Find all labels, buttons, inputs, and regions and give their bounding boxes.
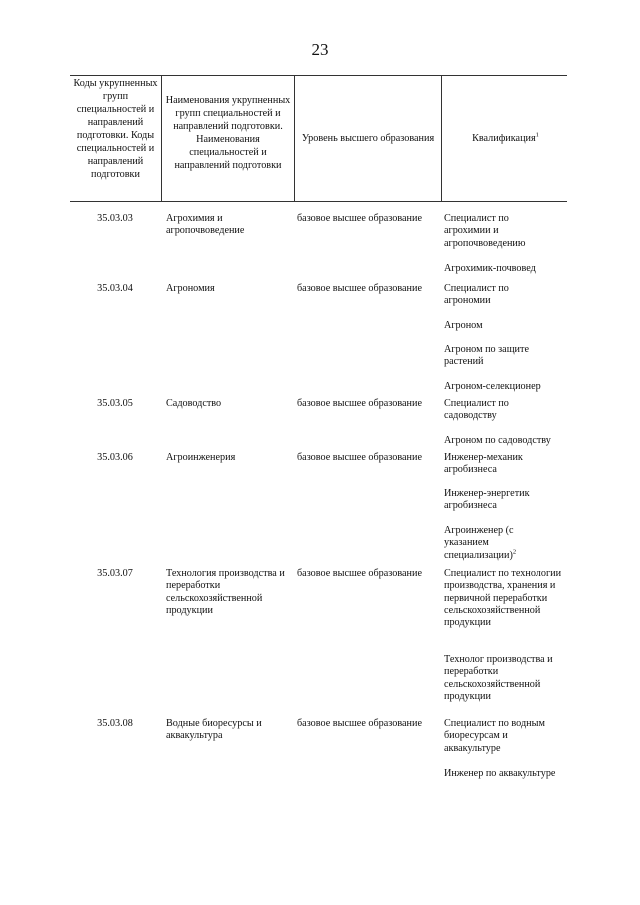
qualification: Технолог производства и переработки сельскохозяйственной продукции <box>444 654 553 702</box>
column-divider <box>294 75 295 202</box>
qualification: Агроном <box>444 320 483 331</box>
qualification: Специалист по водным биоресурсам и аквакультуре <box>444 718 545 754</box>
qualification: Инженер по аквакультуре <box>444 768 556 779</box>
row-name: Водные биоресурсы и аквакультура <box>166 718 262 742</box>
page-number: 23 <box>311 40 329 59</box>
qualification: Агроном по садоводству <box>444 435 551 446</box>
row-code: 35.03.06 <box>97 452 133 463</box>
row-name: Агроинженерия <box>166 452 236 463</box>
row-name: Агрохимия и агропочвоведение <box>166 213 245 237</box>
qualification: Агроном по защите растений <box>444 344 529 368</box>
header-qualification-text: Квалификация <box>472 133 536 144</box>
qualification-text: Агроинженер (с указанием специализации) <box>444 525 514 561</box>
row-level: базовое высшее образование <box>297 718 422 729</box>
row-level: базовое высшее образование <box>297 283 422 294</box>
header-qualification <box>444 132 567 145</box>
row-code: 35.03.04 <box>97 283 133 294</box>
header-bottom-rule <box>70 201 567 202</box>
column-divider <box>441 75 442 202</box>
qualification <box>444 525 526 562</box>
row-level: базовое высшее образование <box>297 568 422 579</box>
header-top-rule <box>70 75 567 76</box>
row-code: 35.03.07 <box>97 568 133 579</box>
row-level: базовое высшее образование <box>297 398 422 409</box>
row-code: 35.03.05 <box>97 398 133 409</box>
row-code: 35.03.03 <box>97 213 133 224</box>
qualification: Агрохимик-почвовед <box>444 263 536 274</box>
row-name: Агрономия <box>166 283 215 294</box>
row-level: базовое высшее образование <box>297 213 422 224</box>
row-name: Садоводство <box>166 398 222 409</box>
qualification: Агроном-селекционер <box>444 381 541 392</box>
header-level: Уровень высшего образования <box>301 133 435 144</box>
header-codes: Коды укрупненных групп специальностей и направлений подготовки. Коды специальностей и направлений подготовки <box>73 78 158 180</box>
row-code: 35.03.08 <box>97 718 133 729</box>
qualification: Специалист по агрохимии и агропочвоведению <box>444 213 526 249</box>
qualification: Специалист по технологии производства, хранения и первичной переработки сельскохозяйственной продукции <box>444 568 562 629</box>
qualification: Специалист по агрономии <box>444 283 509 307</box>
qualification: Специалист по садоводству <box>444 398 509 422</box>
qualification: Инженер-механик агробизнеса <box>444 452 523 476</box>
footnote-marker: 1 <box>535 131 539 139</box>
row-level: базовое высшее образование <box>297 452 422 463</box>
row-name: Технология производства и переработки сельскохозяйственной продукции <box>166 568 285 616</box>
footnote-marker: 2 <box>512 548 517 556</box>
column-divider <box>161 75 162 202</box>
qualification: Инженер-энергетик агробизнеса <box>444 488 530 512</box>
header-names: Наименования укрупненных групп специальностей и направлений подготовки. Наименования специальностей и направлений подготовки <box>165 95 291 171</box>
